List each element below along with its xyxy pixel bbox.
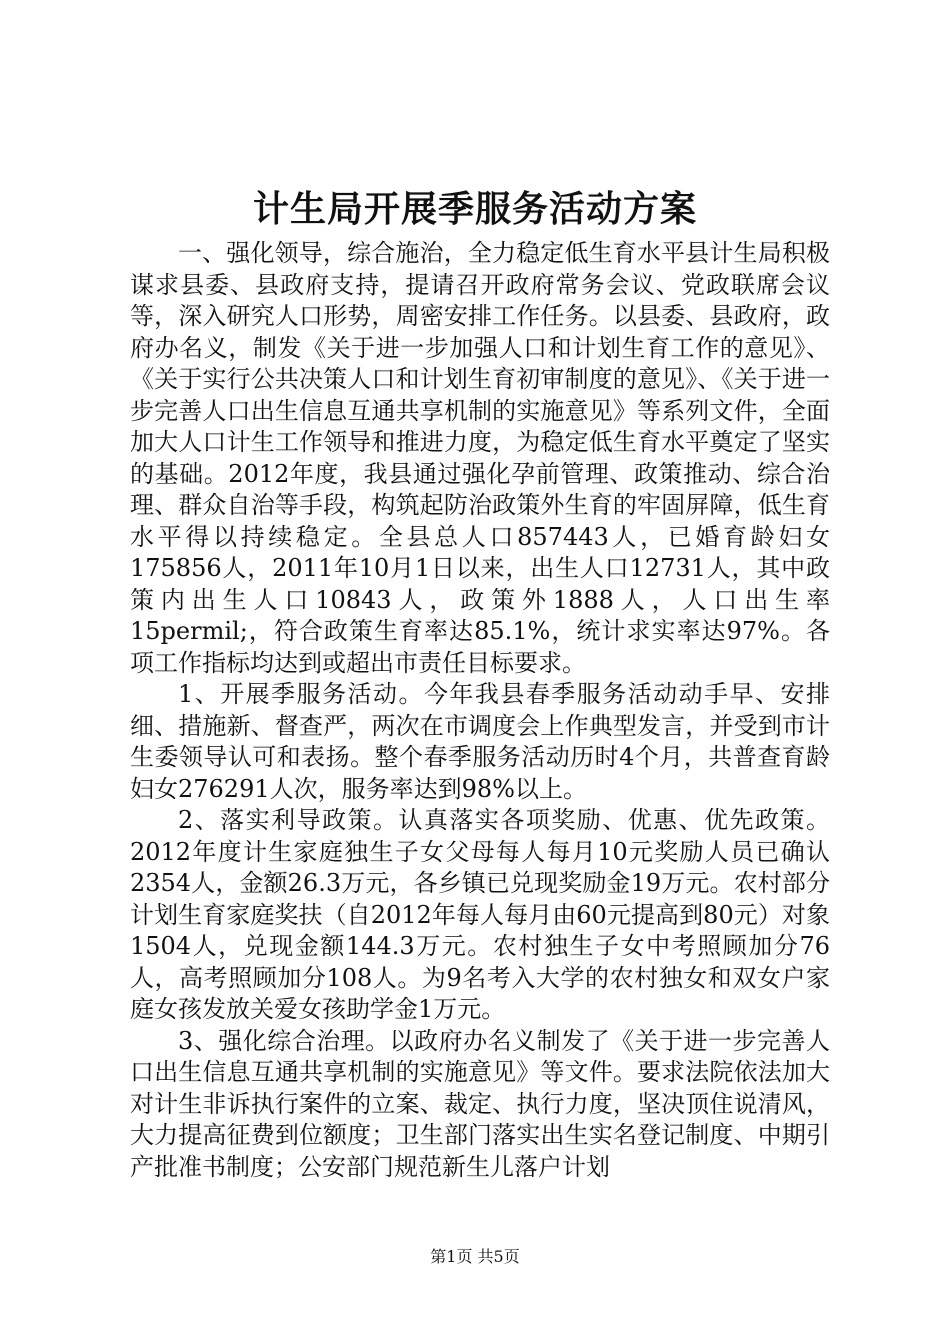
document-body xyxy=(130,238,830,1183)
page-footer: 第1页 共5页 xyxy=(430,1247,520,1266)
paragraph-3: 2、落实利导政策。认真落实各项奖励、优惠、优先政策。2012年度计生家庭独生子女父母每人每月10元奖励人员已确认2354人，金额26.3万元，各乡镇已兑现奖励金19万元。农村部分计划生育家庭奖扶（自2012年每人每月由60元提高到80元）对象1504人，兑现金额144.3万元。农村独生子女中考照顾加分76人，高考照顾加分108人。为9名考入大学的农村独女和双女户家庭女孩发放关爱女孩助学金1万元。 xyxy=(130,806,830,1023)
paragraph-1: 一、强化领导，综合施治，全力稳定低生育水平县计生局积极谋求县委、县政府支持，提请召开政府常务会议、党政联席会议等，深入研究人口形势，周密安排工作任务。以县委、县政府，政府办名义，制发《关于进一步加强人口和计划生育工作的意见》、《关于实行公共决策人口和计划生育初审制度的意见》、《关于进一步完善人口出生信息互通共享机制的实施意见》等系列文件，全面加大人口计生工作领导和推进力度，为稳定低生育水平奠定了坚实的基础。2012年度，我县通过强化孕前管理、政策推动、综合治理、群众自治等手段，构筑起防治政策外生育的牢固屏障，低生育水平得以持续稳定。全县总人口857443人，已婚育龄妇女175856人，2011年10月1日以来，出生人口12731人，其中政策内出生人口10843人，政策外1888人，人口出生率15permil;，符合政策生育率达85.1%，统计求实率达97%。各项工作指标均达到或超出市责任目标要求。 xyxy=(130,239,830,677)
document-title: 计生局开展季服务活动方案 xyxy=(252,188,697,230)
paragraph-2: 1、开展季服务活动。今年我县春季服务活动动手早、安排细、措施新、督查严，两次在市调度会上作典型发言，并受到市计生委领导认可和表扬。整个春季服务活动历时4个月，共普查育龄妇女276291人次，服务率达到98%以上。 xyxy=(130,680,830,803)
paragraph-4: 3、强化综合治理。以政府办名义制发了《关于进一步完善人口出生信息互通共享机制的实施意见》等文件。要求法院依法加大对计生非诉执行案件的立案、裁定、执行力度，坚决顶住说清风，大力提高征费到位额度；卫生部门落实出生实名登记制度、中期引产批准书制度；公安部门规范新生儿落户计划 xyxy=(130,1026,830,1181)
